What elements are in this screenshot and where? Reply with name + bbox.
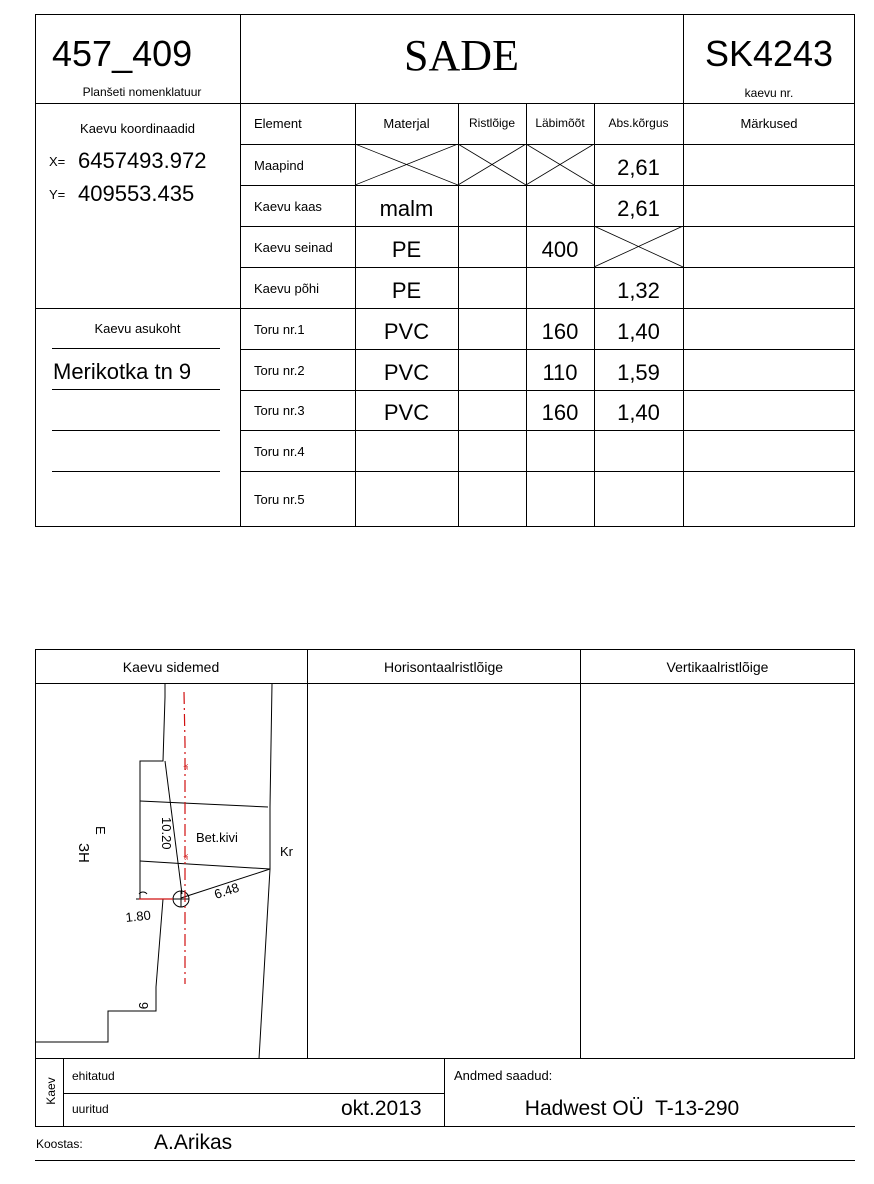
table-header-0: Element bbox=[254, 116, 302, 131]
table-cell-element: Kaevu põhi bbox=[254, 280, 320, 296]
not-applicable-cross bbox=[594, 226, 683, 267]
data-label: Andmed saadud: bbox=[454, 1068, 553, 1083]
pipe-marker: sk bbox=[184, 764, 190, 770]
divider bbox=[35, 1059, 36, 1126]
sewer-pipe bbox=[184, 692, 185, 984]
table-cell-material: malm bbox=[379, 195, 434, 221]
table-cell-material: PVC bbox=[383, 400, 430, 425]
table-header-5: Märkused bbox=[740, 116, 798, 131]
built-label: ehitatud bbox=[72, 1069, 115, 1083]
compiled-label: Koostas: bbox=[36, 1137, 83, 1151]
divider bbox=[35, 1126, 855, 1127]
table-cell-elevation: 2,61 bbox=[617, 154, 660, 180]
table-cell-element: Toru nr.5 bbox=[254, 492, 305, 507]
table-cell-diameter: 160 bbox=[541, 400, 579, 425]
well-number: SK4243 bbox=[704, 33, 834, 74]
coordinates-label: Kaevu koordinaadid bbox=[80, 121, 195, 136]
vertical-section-header: Vertikaalristlõige bbox=[666, 659, 769, 675]
divider bbox=[63, 1093, 444, 1094]
compiled-by: A.Arikas bbox=[154, 1131, 233, 1154]
side-label: E bbox=[93, 826, 108, 835]
table-header-3: Läbimõõt bbox=[535, 116, 585, 130]
pipe-marker: sk bbox=[184, 854, 190, 860]
table-row-line bbox=[240, 390, 855, 391]
dimension-vertical: 10.20 bbox=[159, 817, 174, 850]
table-cell-element: Maapind bbox=[254, 157, 304, 173]
not-applicable-cross bbox=[355, 144, 458, 185]
material-label: Bet.kivi bbox=[196, 830, 238, 845]
surveyed-date: okt.2013 bbox=[341, 1097, 422, 1120]
table-cell-element: Toru nr.1 bbox=[254, 321, 305, 337]
not-applicable-cross bbox=[458, 144, 526, 185]
table-cell-elevation: 2,61 bbox=[617, 195, 660, 221]
y-prefix: Y= bbox=[49, 187, 66, 202]
divider bbox=[35, 308, 240, 309]
table-row-line bbox=[240, 185, 855, 186]
table-row-line bbox=[240, 471, 855, 472]
location-label: Kaevu asukoht bbox=[94, 321, 181, 336]
document-type: SADE bbox=[404, 31, 519, 80]
divider bbox=[307, 649, 308, 1059]
table-cell-element: Toru nr.3 bbox=[254, 403, 305, 418]
table-row-line bbox=[240, 349, 855, 350]
divider bbox=[580, 649, 581, 1059]
table-row-line bbox=[240, 430, 855, 431]
table-cell-material: PVC bbox=[383, 359, 430, 385]
nomenclature: 457_409 bbox=[52, 33, 193, 74]
table-cell-diameter: 160 bbox=[541, 318, 579, 344]
table-cell-elevation: 1,40 bbox=[617, 318, 660, 344]
not-applicable-cross bbox=[526, 144, 594, 185]
y-coordinate: 409553.435 bbox=[78, 181, 195, 206]
table-cell-material: PE bbox=[391, 277, 422, 303]
paving-edge bbox=[140, 861, 270, 869]
table-header-4: Abs.kõrgus bbox=[608, 116, 669, 130]
table-header-2: Ristlõige bbox=[468, 116, 516, 130]
table-cell-material: PE bbox=[391, 236, 422, 262]
table-cell-elevation: 1,40 bbox=[617, 400, 660, 425]
table-cell-element: Kaevu kaas bbox=[254, 198, 322, 214]
table-cell-element: Toru nr.4 bbox=[254, 443, 305, 459]
divider bbox=[35, 1160, 855, 1161]
location-underline bbox=[52, 471, 220, 472]
surveyed-label: uuritud bbox=[72, 1102, 109, 1116]
table-cell-element: Kaevu seinad bbox=[254, 239, 333, 255]
x-coordinate: 6457493.972 bbox=[78, 148, 207, 173]
horizontal-section-header: Horisontaalristlõige bbox=[383, 659, 504, 675]
connection-sketch bbox=[35, 684, 307, 1059]
nomenclature-label: Planšeti nomenklatuur bbox=[82, 85, 202, 99]
kr-label: Kr bbox=[280, 844, 293, 859]
table-cell-elevation: 1,59 bbox=[617, 359, 660, 385]
dimension-right: 6.48 bbox=[212, 879, 242, 902]
dimension-left: 1.80 bbox=[124, 907, 152, 925]
table-row-line bbox=[240, 226, 855, 227]
well-number-label: kaevu nr. bbox=[744, 86, 794, 100]
table-cell-diameter: 110 bbox=[542, 359, 578, 385]
kaev-label: Kaev bbox=[44, 1077, 58, 1105]
house-number: 9 bbox=[136, 1002, 151, 1010]
location-underline bbox=[52, 389, 220, 390]
table-row-line bbox=[240, 267, 855, 268]
location-address: Merikotka tn 9 bbox=[53, 359, 192, 384]
location-underline bbox=[52, 430, 220, 431]
table-cell-elevation: 1,32 bbox=[617, 277, 660, 303]
location-underline bbox=[52, 348, 220, 349]
paving-edge bbox=[140, 801, 268, 807]
data-source: Hadwest OÜ T-13-290 bbox=[524, 1097, 740, 1120]
table-cell-material: PVC bbox=[383, 318, 430, 344]
x-prefix: X= bbox=[49, 154, 66, 169]
connections-header: Kaevu sidemed bbox=[122, 659, 220, 675]
side-label: ЗН bbox=[75, 843, 92, 863]
lot-boundary bbox=[136, 684, 165, 899]
table-row-line bbox=[240, 308, 855, 309]
divider bbox=[35, 103, 855, 104]
table-cell-element: Toru nr.2 bbox=[254, 362, 305, 378]
table-header-1: Materjal bbox=[383, 116, 430, 131]
table-cell-diameter: 400 bbox=[541, 236, 579, 262]
